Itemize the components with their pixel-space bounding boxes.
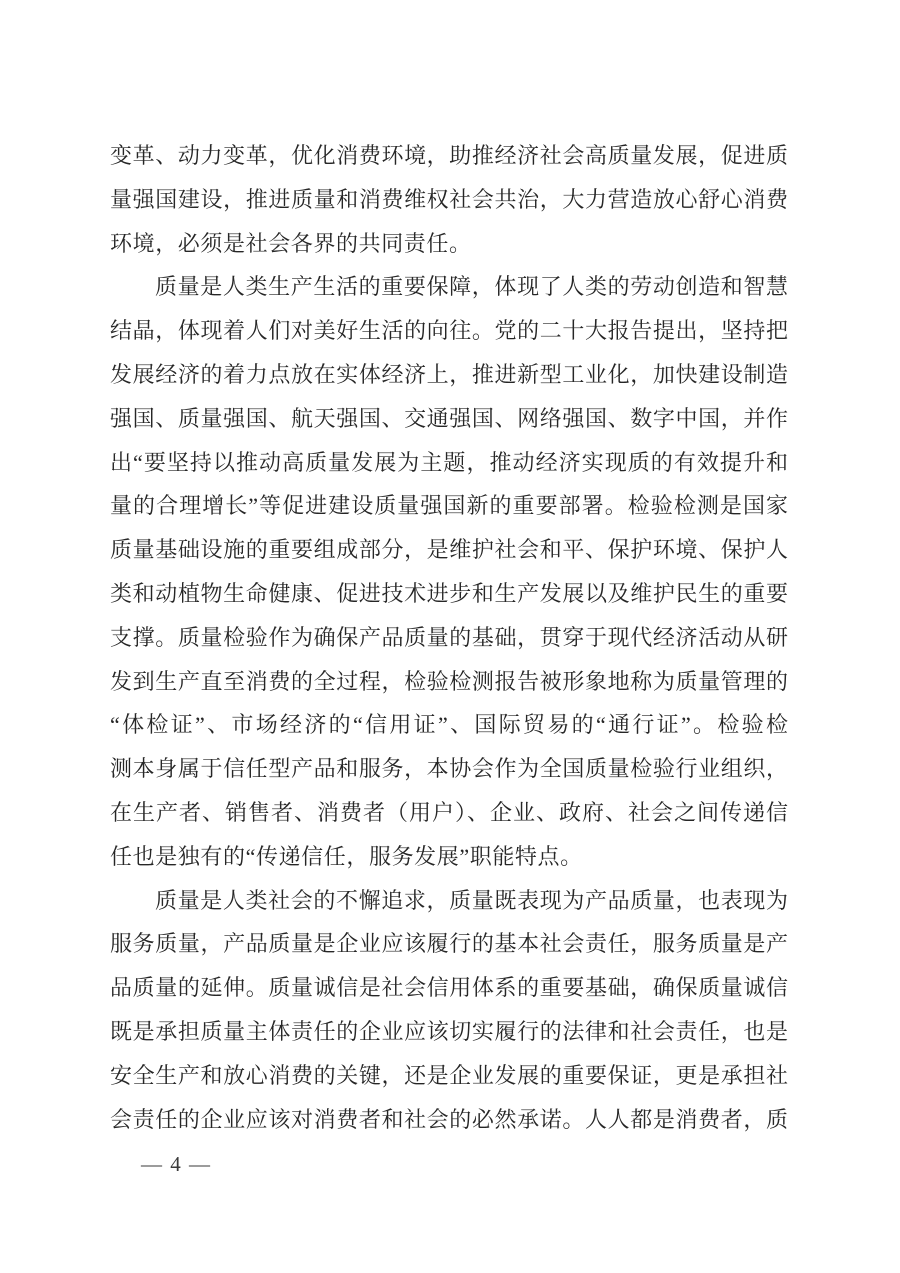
text-line: 测本身属于信任型产品和服务，本协会作为全国质量检验行业组织，	[110, 756, 788, 782]
text-line: 既是承担质量主体责任的企业应该切实履行的法律和社会责任，也是	[110, 1018, 788, 1044]
text-line: 发到生产直至消费的全过程，检验检测报告被形象地称为质量管理的	[110, 668, 788, 694]
text-line: 类和动植物生命健康、促进技术进步和生产发展以及维护民生的重要	[110, 580, 788, 606]
text-line: 质量是人类社会的不懈追求，质量既表现为产品质量，也表现为	[155, 887, 788, 913]
text-line: 在生产者、销售者、消费者（用户）、企业、政府、社会之间传递信	[110, 799, 788, 825]
text-line: 出“要坚持以推动高质量发展为主题，推动经济实现质的有效提升和	[110, 449, 788, 475]
text-line: 强国、质量强国、航天强国、交通强国、网络强国、数字中国，并作	[110, 405, 788, 431]
paragraph	[110, 879, 788, 1142]
page-number: — 4 —	[141, 1151, 212, 1176]
page-footer	[141, 1148, 212, 1180]
text-line: 环境，必须是社会各界的共同责任。	[110, 230, 472, 256]
paragraph	[110, 134, 788, 265]
text-line: 质量是人类生产生活的重要保障，体现了人类的劳动创造和智慧	[155, 274, 788, 300]
paragraph	[110, 265, 788, 878]
text-line: 发展经济的着力点放在实体经济上，推进新型工业化，加快建设制造	[110, 361, 788, 387]
text-line: 会责任的企业应该对消费者和社会的必然承诺。人人都是消费者，质	[110, 1106, 788, 1132]
text-line: 量的合理增长”等促进建设质量强国新的重要部署。检验检测是国家	[110, 493, 788, 519]
text-line: 变革、动力变革，优化消费环境，助推经济社会高质量发展，促进质	[110, 143, 788, 168]
text-line: 品质量的延伸。质量诚信是社会信用体系的重要基础，确保质量诚信	[110, 975, 788, 1001]
text-line: 服务质量，产品质量是企业应该履行的基本社会责任，服务质量是产	[110, 931, 788, 957]
text-line: 支撑。质量检验作为确保产品质量的基础，贯穿于现代经济活动从研	[110, 624, 788, 650]
document-body	[110, 134, 788, 1141]
text-line: 量强国建设，推进质量和消费维权社会共治，大力营造放心舒心消费	[110, 186, 788, 212]
text-line: “体检证”、市场经济的“信用证”、国际贸易的“通行证”。检验检	[110, 712, 788, 738]
text-line: 结晶，体现着人们对美好生活的向往。党的二十大报告提出，坚持把	[110, 318, 788, 344]
text-line: 安全生产和放心消费的关键，还是企业发展的重要保证，更是承担社	[110, 1062, 788, 1088]
text-line: 任也是独有的“传递信任，服务发展”职能特点。	[110, 843, 583, 869]
text-line: 质量基础设施的重要组成部分，是维护社会和平、保护环境、保护人	[110, 537, 788, 563]
